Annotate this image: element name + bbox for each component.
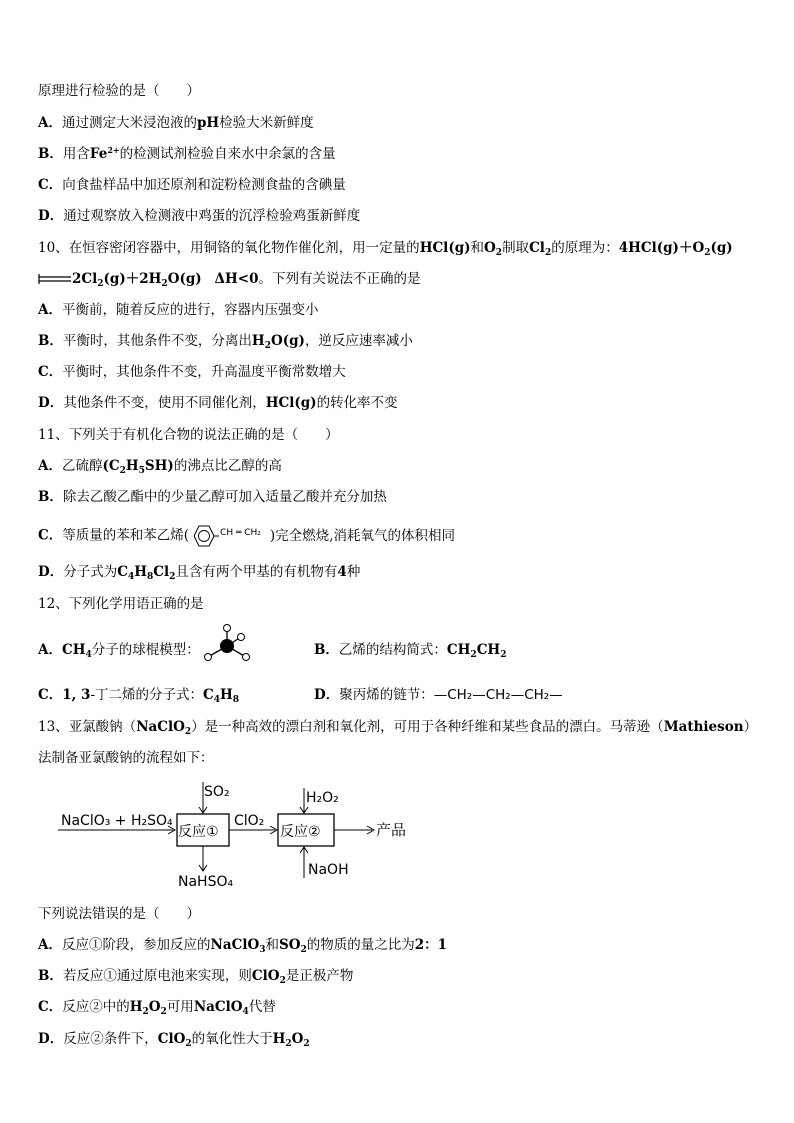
q13-option-a: A．反应①阶段，参加反应的NaClO$_3$和$SO_2$的物质的量之比为2：1 bbox=[38, 937, 448, 955]
q9-option-b: B．用含$Fe^{2+}$的检测试剂检验自来水中余氯的含量 bbox=[38, 145, 336, 162]
flow-product: 产品 bbox=[376, 821, 407, 839]
flow-box1-label: 反应① bbox=[178, 824, 219, 840]
q11-stem: 11、下列关于有机化合物的说法正确的是（ ） bbox=[38, 427, 339, 443]
q12-option-a: A．$CH_4$分子的球棍模型： bbox=[38, 642, 200, 660]
q13-option-d: D．反应②条件下，ClO$_2$的氧化性大于$H_2O_2$ bbox=[38, 1031, 310, 1049]
flow-nahso4: NaHSO₄ bbox=[178, 874, 234, 890]
methane-ball-stick-model bbox=[201, 623, 253, 669]
q10-equation: $2Cl_2(g)+2H_2O(g)$ ΔH<0。下列有关说法不正确的是 bbox=[38, 269, 420, 289]
q10-option-c: C．平衡时，其他条件不变，升高温度平衡常数增大 bbox=[38, 364, 346, 380]
q9-stem: 原理进行检验的是（ ） bbox=[38, 83, 200, 99]
q11-option-b: B．除去乙酸乙酯中的少量乙醇可加入适量乙酸并充分加热 bbox=[38, 489, 387, 505]
q9-option-d: D．通过观察放入检测液中鸡蛋的沉浮检验鸡蛋新鲜度 bbox=[38, 208, 361, 224]
q10-option-d: D．其他条件不变，使用不同催化剂，HCl(g)的转化率不变 bbox=[38, 395, 398, 411]
flow-reactants: NaClO₃ + H₂SO₄ bbox=[61, 813, 173, 829]
q10-option-b: B．平衡时，其他条件不变，分离出$H_2O(g)$，逆反应速率减小 bbox=[38, 333, 413, 351]
flow-clo2: ClO₂ bbox=[234, 813, 265, 829]
q13-stem: 13、亚氯酸钠（NaClO$_2$）是一种高效的漂白剂和氧化剂，可用于各种纤维和某些食品的漂白。马蒂逊（Mathieson） bbox=[38, 719, 758, 737]
flow-so2: SO₂ bbox=[204, 784, 230, 800]
q10-stem: 10、在恒容密闭容器中，用铜铬的氧化物作催化剂，用一定量的HCl(g)和$O_2$制取$Cl_2$的原理为：$4HCl(g)+O_2(g)$ bbox=[38, 240, 733, 258]
q12-option-c: C．1, 3-丁二烯的分子式：$C_4H_8$ bbox=[38, 687, 240, 705]
q11-option-d: D．分子式为$C_4H_8Cl_2$且含有两个甲基的有机物有4种 bbox=[38, 564, 361, 582]
q9-option-a: A．通过测定大米浸泡液的pH检验大米新鲜度 bbox=[38, 115, 314, 131]
flow-diagram bbox=[58, 780, 428, 892]
q12-option-b: B．乙烯的结构简式：$CH_2CH_2$ bbox=[314, 642, 507, 660]
flow-box2-label: 反应② bbox=[280, 824, 321, 840]
q13-ask: 下列说法错误的是（ ） bbox=[38, 906, 200, 922]
q9-option-c: C．向食盐样品中加还原剂和淀粉检测食盐的含碘量 bbox=[38, 177, 346, 193]
flow-naoh: NaOH bbox=[308, 862, 349, 878]
flow-h2o2: H₂O₂ bbox=[306, 790, 339, 806]
vinyl-group-label: CH ═ CH₂ bbox=[220, 528, 261, 538]
q13-option-b: B．若反应①通过原电池来实现，则ClO$_2$是正极产物 bbox=[38, 968, 354, 986]
q13-option-c: C．反应②中的$H_2O_2$可用NaClO$_4$代替 bbox=[38, 999, 276, 1017]
q12-stem: 12、下列化学用语正确的是 bbox=[38, 596, 204, 612]
equilibrium-arrow-icon bbox=[38, 273, 72, 287]
q12-option-d: D．聚丙烯的链节：—CH₂—CH₂—CH₂— bbox=[314, 687, 563, 703]
q13-stem-line2: 法制备亚氯酸钠的流程如下： bbox=[38, 750, 214, 766]
q11-option-a: A．乙硫醇$(C_2H_5SH)$的沸点比乙醇的高 bbox=[38, 458, 282, 476]
q11-option-c: C．等质量的苯和苯乙烯( $^{CH ═ CH_2}$ )完全燃烧,消耗氧气的体积相同 bbox=[38, 522, 503, 550]
q10-option-a: A．平衡前，随着反应的进行，容器内压强变小 bbox=[38, 302, 319, 318]
